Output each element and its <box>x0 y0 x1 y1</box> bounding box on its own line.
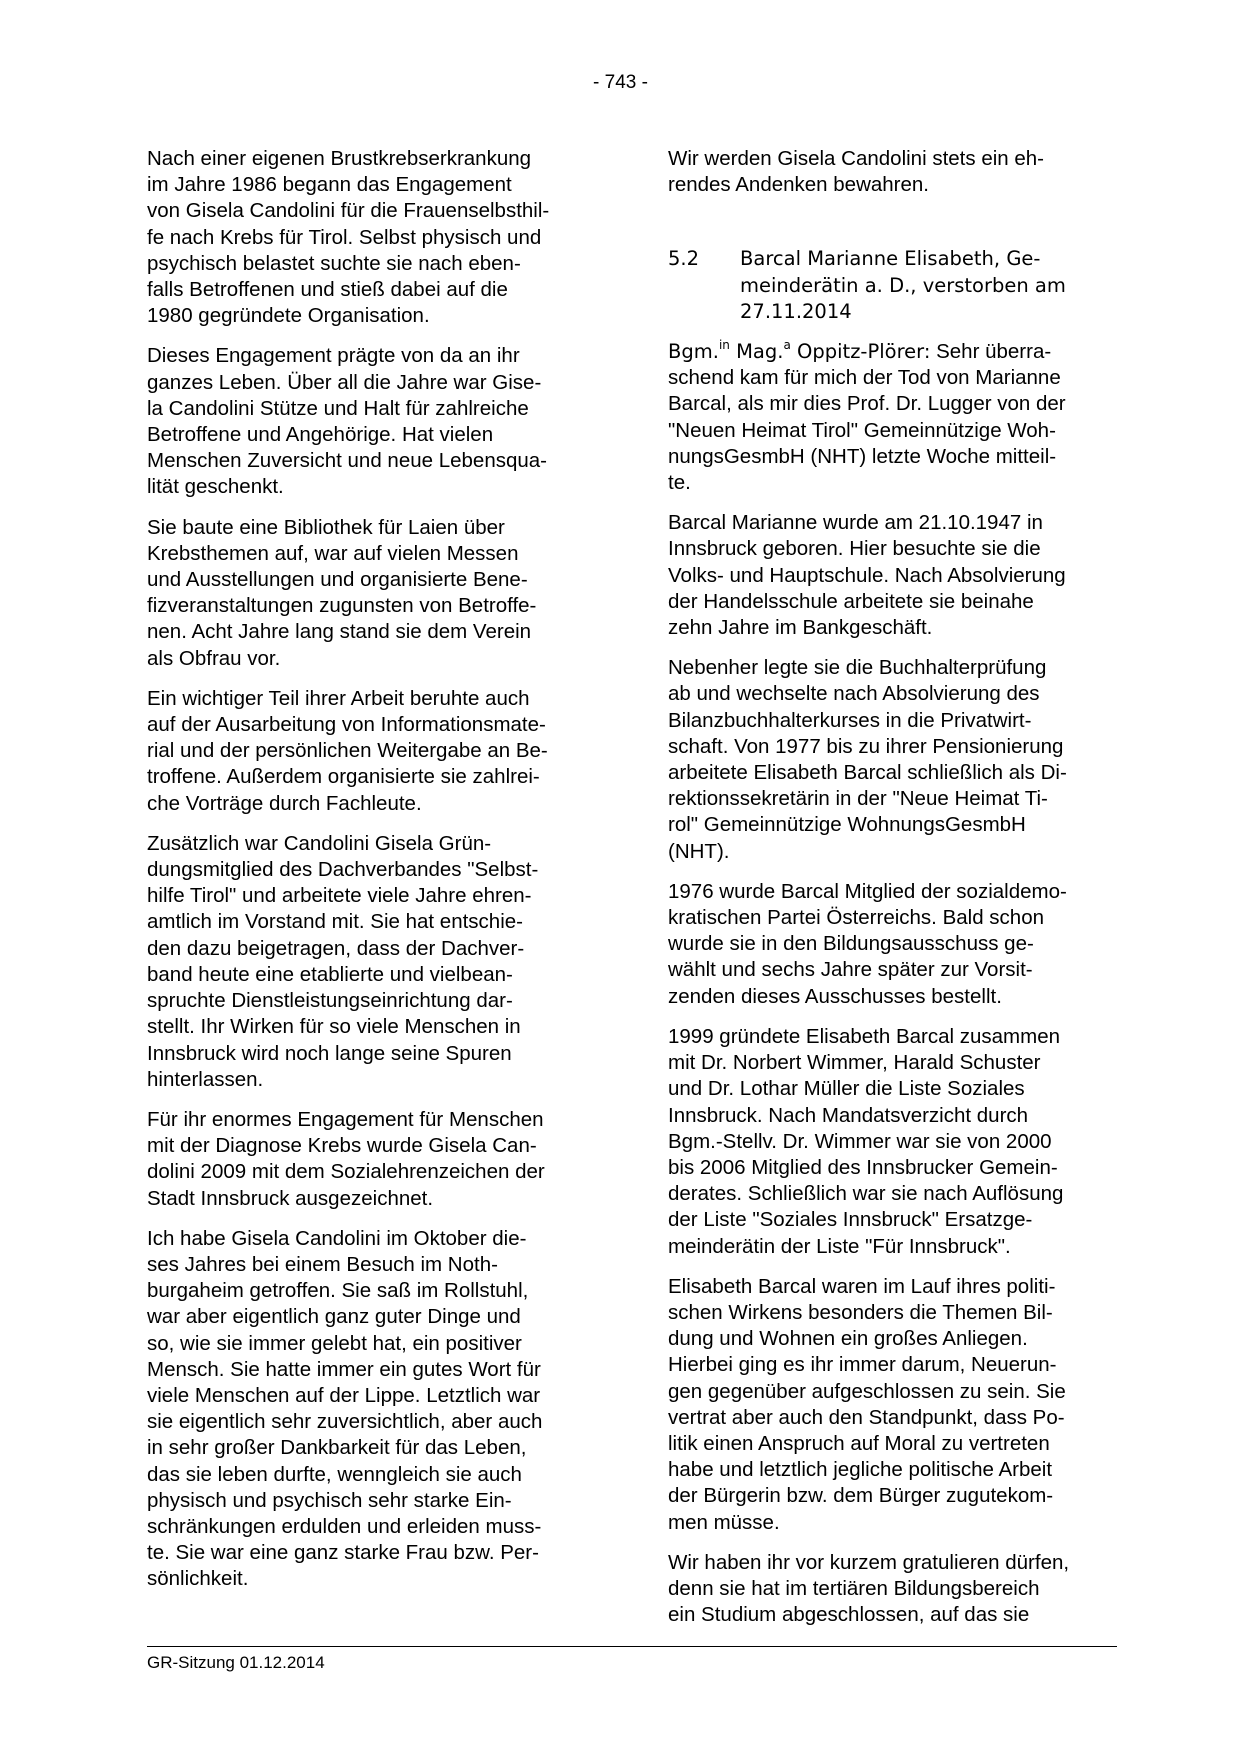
speaker-label <box>668 340 930 363</box>
paragraph: Wir werden Gisela Candolini stets ein eh- rendes Andenken bewahren. <box>668 147 1044 197</box>
paragraph: Sie baute eine Bibliothek für Laien über Krebsthemen auf, war auf vielen Messen und Ausstellungen und organisierte Bene- fizveranstaltungen zugunsten von Betroffe- nen. Acht Jahre lang stand sie dem Verein als Obfrau vor. <box>147 515 537 670</box>
speaker-paragraph <box>668 339 1128 496</box>
paragraph: Ein wichtiger Teil ihrer Arbeit beruhte auch auf der Ausarbeitung von Informationsmate- rial und der persönlichen Weitergabe an Be- troffene. Außerdem organisierte sie zahlrei- che Vorträge durch Fachleute. <box>147 686 548 815</box>
paragraph: Dieses Engagement prägte von da an ihr ganzes Leben. Über all die Jahre war Gise- la Candolini Stütze und Halt für zahlreiche Betroffene und Angehörige. Hat vielen Menschen Zuversicht und neue Lebensqua- lität geschenkt. <box>147 344 548 499</box>
paragraph: Barcal Marianne wurde am 21.10.1947 in Innsbruck geboren. Hier besuchte sie die Volks- und Hauptschule. Nach Absolvierung der Handelsschule arbeitete sie beinahe zehn Jahre im Bankgeschäft. <box>668 511 1066 640</box>
paragraph: Zusätzlich war Candolini Gisela Grün- dungsmitglied des Dachverbandes "Selbst- hilfe Tirol" und arbeitete viele Jahre ehren- amtlich im Vorstand mit. Sie hat entschie- den dazu beigetragen, dass der Dachver- band heute eine etablierte und vielbean- spruchte Dienstleistungseinrichtung dar- stellt. Ihr Wirken für so viele Menschen in Innsbruck wird noch lange seine Spuren hinterlassen. <box>147 831 539 1091</box>
paragraph: Nebenher legte sie die Buchhalterprüfung ab und wechselte nach Absolvierung des Bilanzbuchhalterkurses in die Privatwirt- schaft. Von 1977 bis zu ihrer Pensionierung arbeitete Elisabeth Barcal schließlich als Di- rektionssekretärin in der "Neue Heimat Ti- rol" Gemeinnützige WohnungsGesmbH (NHT). <box>668 656 1067 863</box>
paragraph: 1976 wurde Barcal Mitglied der sozialdemo- kratischen Partei Österreichs. Bald schon wurde sie in den Bildungsausschuss ge- wählt und sechs Jahre später zur Vorsit- zenden dieses Ausschusses bestellt. <box>668 879 1067 1008</box>
speaker-title-superscript: in <box>718 338 730 353</box>
page-number: - 743 - <box>593 72 648 93</box>
footer-session-date: GR-Sitzung 01.12.2014 <box>147 1653 325 1672</box>
section-title: Barcal Marianne Elisabeth, Ge- meinderätin a. D., verstorben am 27.11.2014 <box>740 247 1066 323</box>
speaker-title: Bgm. <box>668 340 719 364</box>
paragraph: Ich habe Gisela Candolini im Oktober die- ses Jahres bei einem Besuch im Noth- burgaheim getroffen. Sie saß im Rollstuhl, war aber eigentlich ganz guter Dinge und so, wie sie immer gelebt hat, ein positiver Mensch. Sie hatte immer ein gutes Wort für viele Menschen auf der Lippe. Letztlich war sie eigentlich sehr zuversichtlich, aber auch in sehr großer Dankbarkeit für das Leben, das sie leben durfte, wenngleich sie auch physisch und psychisch sehr starke Ein- schränkungen erdulden und erleiden muss- te. Sie war eine ganz starke Frau bzw. Per- sönlichkeit. <box>147 1226 543 1591</box>
left-column <box>147 146 607 1607</box>
paragraph: Elisabeth Barcal waren im Lauf ihres politi- schen Wirkens besonders die Themen Bil- dung und Wohnen ein großes Anliegen. Hierbei ging es ihr immer darum, Neuerun- gen gegenüber aufgeschlossen zu sein. Sie vertrat aber auch den Standpunkt, dass Po- litik einen Anspruch auf Moral zu vertreten habe und letztlich jegliche politische Arbeit der Bürgerin bzw. dem Bürger zugutekom- men müsse. <box>668 1274 1066 1534</box>
speaker-degree-superscript: a <box>783 338 791 353</box>
paragraph: 1999 gründete Elisabeth Barcal zusammen mit Dr. Norbert Wimmer, Harald Schuster und Dr. Lothar Müller die Liste Soziales Innsbruck. Nach Mandatsverzicht durch Bgm.-Stellv. Dr. Wimmer war sie von 2000 bis 2006 Mitglied des Innsbrucker Gemein- derates. Schließlich war sie nach Auflösung der Liste "Soziales Innsbruck" Ersatzge- meinderätin der Liste "Für Innsbruck". <box>668 1024 1064 1258</box>
paragraph: Wir haben ihr vor kurzem gratulieren dürfen, denn sie hat im tertiären Bildungsbereich ein Studium abgeschlossen, auf das sie <box>668 1550 1070 1627</box>
right-column <box>668 146 1128 1642</box>
paragraph: Für ihr enormes Engagement für Menschen mit der Diagnose Krebs wurde Gisela Can- dolini 2009 mit dem Sozialehrenzeichen der Stadt Innsbruck ausgezeichnet. <box>147 1107 545 1210</box>
section-number: 5.2 <box>668 247 700 271</box>
speaker-degree: Mag. <box>729 340 784 364</box>
speaker-name: Oppitz-Plörer: <box>790 340 931 364</box>
footer-divider <box>147 1646 1117 1647</box>
section-heading <box>668 246 1128 325</box>
speaker-text: Sehr überra- schend kam für mich der Tod von Marianne Barcal, als mir dies Prof. Dr. Lugger von der "Neuen Heimat Tirol" Gemeinnützige Woh- nungsGesmbH (NHT) letzte Woche mitteil- te. <box>668 340 1066 495</box>
paragraph: Nach einer eigenen Brustkrebserkrankung im Jahre 1986 begann das Engagement von Gisela Candolini für die Frauenselbsthil- fe nach Krebs für Tirol. Selbst physisch und psychisch belastet suchte sie nach eben- falls Betroffenen und stieß dabei auf die 1980 gegründete Organisation. <box>147 147 550 328</box>
